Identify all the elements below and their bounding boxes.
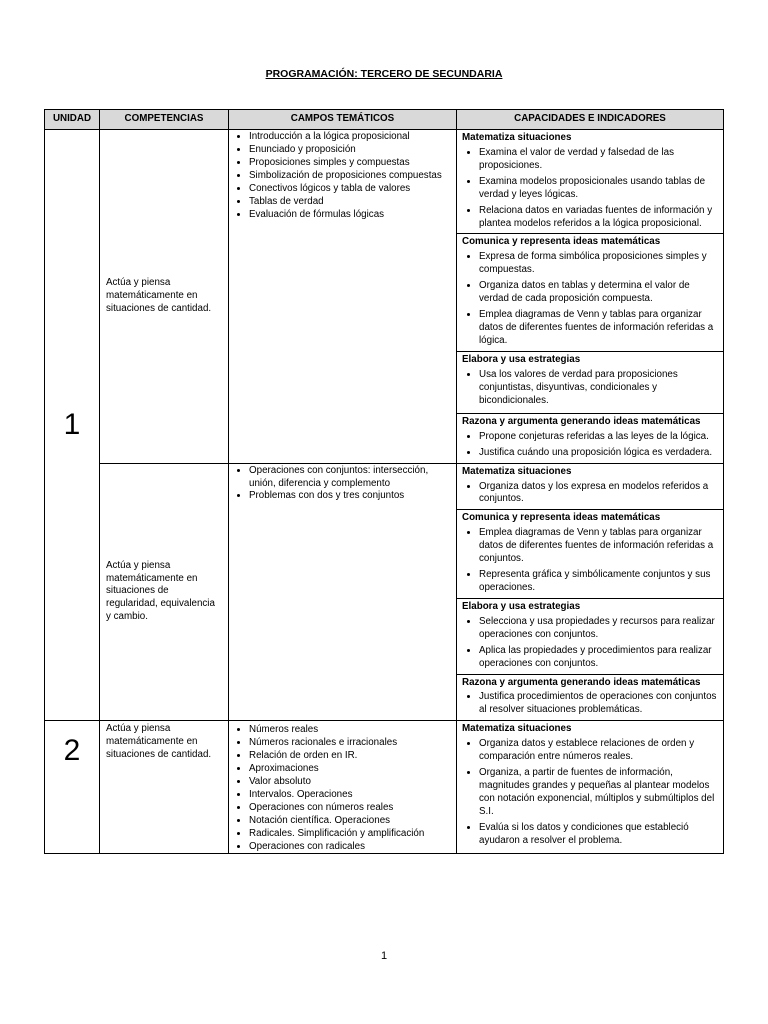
- table-row: [45, 463, 724, 510]
- list-item: • Aproximaciones: [249, 763, 452, 776]
- capacity-block: [457, 130, 724, 234]
- list-item: • Números reales: [249, 724, 452, 737]
- page-number: 1: [380, 950, 388, 962]
- competency-text: Actúa y piensa matemáticamente en situaciones de regularidad, equivalencia y cambio.: [100, 463, 229, 721]
- list-item: • Operaciones con radicales: [249, 841, 452, 854]
- list-item: • Justifica procedimientos de operaciones con conjuntos al resolver situaciones problemáticas.: [479, 691, 718, 717]
- capacity-heading: Comunica y representa ideas matemáticas: [462, 236, 661, 248]
- capacity-block: [457, 721, 724, 854]
- list-item: • Justifica cuándo una proposición lógica es verdadera.: [479, 447, 718, 460]
- capacity-block: [457, 510, 724, 599]
- list-item: • Radicales. Simplificación y amplificación: [249, 828, 452, 841]
- competency-text: Actúa y piensa matemáticamente en situaciones de cantidad.: [100, 721, 229, 854]
- capacity-block: [457, 598, 724, 674]
- programming-table: [44, 109, 724, 854]
- list-item: • Simbolización de proposiciones compuestas: [249, 170, 452, 183]
- list-item: • Tablas de verdad: [249, 196, 452, 209]
- list-item: • Representa gráfica y simbólicamente conjuntos y sus operaciones.: [479, 569, 718, 595]
- list-item: • Expresa de forma simbólica proposiciones simples y compuestas.: [479, 251, 718, 277]
- list-item: • Números racionales e irracionales: [249, 737, 452, 750]
- list-item: • Proposiciones simples y compuestas: [249, 157, 452, 170]
- capacity-heading: Matematiza situaciones: [462, 723, 572, 735]
- list-item: • Problemas con dos y tres conjuntos: [249, 490, 452, 503]
- header-capacidades: CAPACIDADES E INDICADORES: [457, 110, 724, 130]
- list-item: • Organiza datos en tablas y determina el valor de verdad de cada proposición compuesta.: [479, 280, 718, 306]
- table-row: [45, 721, 724, 854]
- list-item: • Organiza datos y establece relaciones de orden y comparación entre números reales.: [479, 738, 718, 764]
- list-item: • Organiza, a partir de fuentes de información, magnitudes grandes y pequeñas al plantear modelos con notación exponencial, múltiplos y submúltiplos del S.I.: [479, 767, 718, 819]
- list-item: • Evaluación de fórmulas lógicas: [249, 209, 452, 222]
- capacity-block: [457, 674, 724, 721]
- campos-list: [229, 463, 457, 721]
- capacity-heading: Elabora y usa estrategias: [462, 600, 581, 612]
- list-item: • Selecciona y usa propiedades y recursos para realizar operaciones con conjuntos.: [479, 616, 718, 642]
- list-item: • Emplea diagramas de Venn y tablas para organizar datos de diferentes fuentes de información referidas a conjuntos.: [479, 527, 718, 566]
- list-item: • Propone conjeturas referidas a las leyes de la lógica.: [479, 431, 718, 444]
- table-header-row: [45, 110, 724, 130]
- list-item: • Valor absoluto: [249, 776, 452, 789]
- list-item: • Enunciado y proposición: [249, 144, 452, 157]
- list-item: • Relaciona datos en variadas fuentes de información y plantea modelos referidos a la lógica proposicional.: [479, 205, 718, 231]
- list-item: • Emplea diagramas de Venn y tablas para organizar datos de diferentes fuentes de información referidas a lógica.: [479, 309, 718, 348]
- list-item: • Introducción a la lógica proposicional: [249, 131, 452, 144]
- list-item: • Relación de orden en IR.: [249, 750, 452, 763]
- list-item: • Conectivos lógicos y tabla de valores: [249, 183, 452, 196]
- list-item: • Operaciones con conjuntos: intersección, unión, diferencia y complemento: [249, 465, 452, 491]
- unit-number-1: 1: [45, 130, 100, 721]
- capacity-block: [457, 351, 724, 413]
- capacity-heading: Razona y argumenta generando ideas matemáticas: [462, 676, 701, 688]
- list-item: • Evalúa si los datos y condiciones que estableció ayudaron a resolver el problema.: [479, 822, 718, 848]
- list-item: • Usa los valores de verdad para proposiciones conjuntistas, disyuntivas, condicionales y bicondicionales.: [479, 369, 718, 408]
- list-item: • Examina modelos proposicionales usando tablas de verdad y leyes lógicas.: [479, 176, 718, 202]
- campos-list: [229, 130, 457, 464]
- capacity-heading: Comunica y representa ideas matemáticas: [462, 512, 661, 524]
- capacity-heading: Elabora y usa estrategias: [462, 353, 581, 365]
- list-item: • Examina el valor de verdad y falsedad de las proposiciones.: [479, 147, 718, 173]
- campos-list: [229, 721, 457, 854]
- list-item: • Operaciones con números reales: [249, 802, 452, 815]
- header-unidad: UNIDAD: [45, 110, 100, 130]
- capacity-block: [457, 463, 724, 510]
- document-title: PROGRAMACIÓN: TERCERO DE SECUNDARIA: [265, 68, 503, 80]
- capacity-block: [457, 234, 724, 351]
- capacity-heading: Matematiza situaciones: [462, 465, 572, 477]
- capacity-heading: Razona y argumenta generando ideas matemáticas: [462, 415, 701, 427]
- list-item: • Aplica las propiedades y procedimientos para realizar operaciones con conjuntos.: [479, 645, 718, 671]
- header-campos: CAMPOS TEMÁTICOS: [229, 110, 457, 130]
- capacity-block: [457, 413, 724, 463]
- capacity-heading: Matematiza situaciones: [462, 132, 572, 143]
- competency-text: Actúa y piensa matemáticamente en situaciones de cantidad.: [100, 130, 229, 464]
- header-competencias: COMPETENCIAS: [100, 110, 229, 130]
- list-item: • Notación científica. Operaciones: [249, 815, 452, 828]
- table-row: [45, 130, 724, 234]
- list-item: • Intervalos. Operaciones: [249, 789, 452, 802]
- list-item: • Organiza datos y los expresa en modelos referidos a conjuntos.: [479, 481, 718, 507]
- unit-number-2: 2: [45, 721, 100, 854]
